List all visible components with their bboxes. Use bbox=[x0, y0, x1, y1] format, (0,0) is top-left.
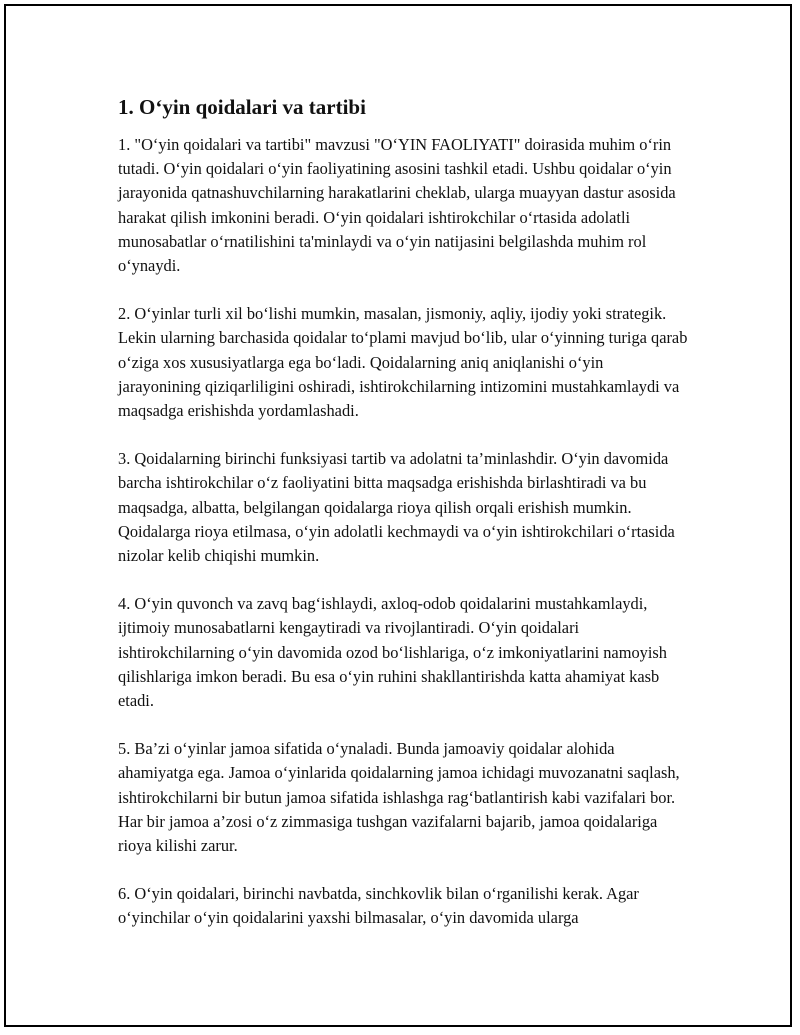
paragraph-4: 4. O‘yin quvonch va zavq bag‘ishlaydi, axloq-odob qoidalarini mustahkamlaydi, ijtimoiy munosabatlarni kengaytiradi va rivojlantiradi. O‘yin qoidalari ishtirokchilarning o‘yin davomida ozod bo‘lishlariga, o‘z imkoniyatlarini namoyish qilishlariga imkon beradi. Bu esa o‘yin ruhini shakllantirishda katta ahamiyat kasb etadi. bbox=[118, 594, 667, 711]
paragraph-3: 3. Qoidalarning birinchi funksiyasi tartib va adolatni ta’minlashdir. O‘yin davomida barcha ishtirokchilar o‘z faoliyatini bitta maqsadga erishishda birlashtiradi va bu maqsadga, albatta, belgilangan qoidalarga rioya qilish orqali erishish mumkin. Qoidalarga rioya etilmasa, o‘yin adolatli kechmaydi va o‘yin ishtirokchilari o‘rtasida nizolar kelib chiqishi mumkin. bbox=[118, 449, 675, 566]
paragraph-5: 5. Ba’zi o‘yinlar jamoa sifatida o‘ynaladi. Bunda jamoaviy qoidalar alohida ahamiyatga ega. Jamoa o‘yinlarida qoidalarning jamoa ichidagi muvozanatni saqlash, ishtirokchilarni bir butun jamoa sifatida ishlashga rag‘batlantirish kabi vazifalari bor. Har bir jamoa a’zosi o‘z zimmasiga tushgan vazifalarni bajarib, jamoa qoidalariga rioya kilishi zarur. bbox=[118, 739, 680, 856]
paragraph-6: 6. O‘yin qoidalari, birinchi navbatda, sinchkovlik bilan o‘rganilishi kerak. Agar o‘yinchilar o‘yin qoidalarini yaxshi bilmasalar, o‘yin davomida ularga bbox=[118, 884, 639, 928]
paragraph-1: 1. "O‘yin qoidalari va tartibi" mavzusi "O‘YIN FAOLIYATI" doirasida muhim o‘rin tutadi. O‘yin qoidalari o‘yin faoliyatining asosini tashkil etadi. Ushbu qoidalar o‘yin jarayonida qatnashuvchilarning harakatlarini cheklab, ularga muayyan dastur asosida harakat qilish imkonini beradi. O‘yin qoidalari ishtirokchilar o‘rtasida adolatli munosabatlar o‘rnatilishini ta'minlaydi va o‘yin natijasini belgilashda muhim rol o‘ynaydi. bbox=[118, 135, 676, 276]
document-body bbox=[118, 93, 690, 955]
document-title: 1. O‘yin qoidalari va tartibi bbox=[118, 95, 366, 119]
paragraph-2: 2. O‘yinlar turli xil bo‘lishi mumkin, masalan, jismoniy, aqliy, ijodiy yoki strategik. Lekin ularning barchasida qoidalar to‘plami mavjud bo‘lib, ular o‘yinning turiga qarab o‘ziga xos xususiyatlarga ega bo‘ladi. Qoidalarning aniq aniqlanishi o‘yin jarayonining qiziqarliligini oshiradi, ishtirokchilarning intizomini mustahkamlaydi va maqsadga erishishda yordamlashadi. bbox=[118, 304, 688, 421]
